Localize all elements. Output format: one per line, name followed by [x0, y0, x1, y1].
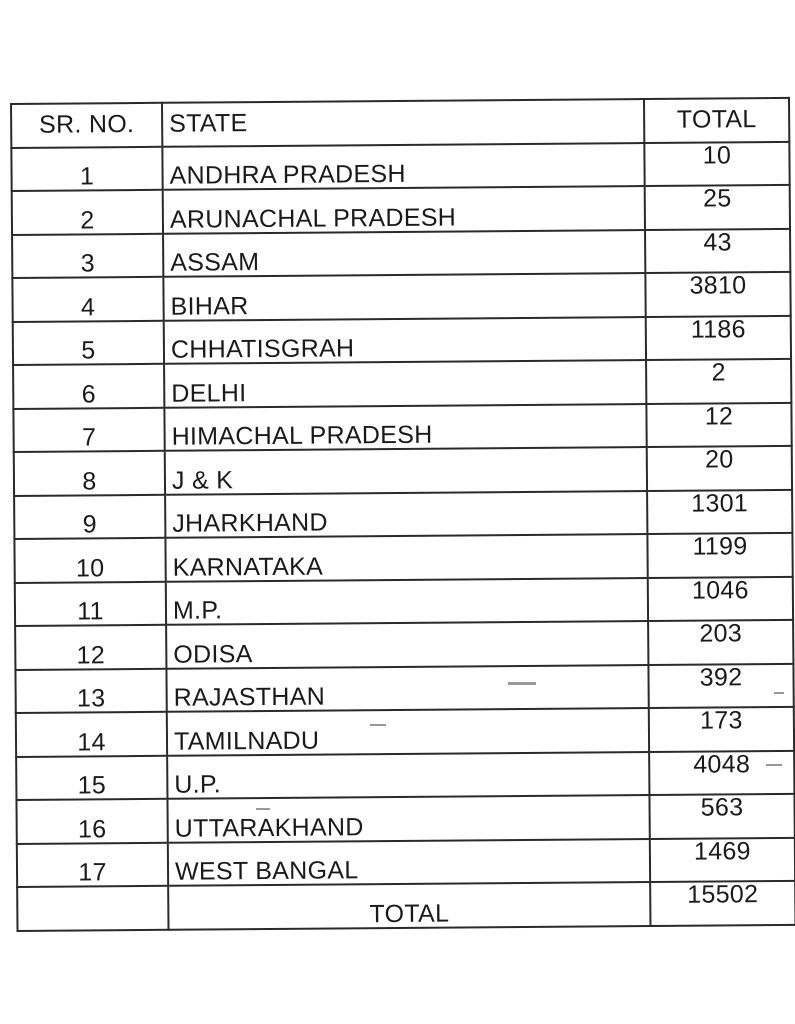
- document-sheet: [10, 97, 794, 932]
- table-row: [12, 185, 790, 235]
- table-row: [13, 402, 791, 452]
- table-row: [14, 446, 792, 496]
- header-row: [11, 98, 789, 148]
- sr-no-cell: 6: [13, 364, 164, 409]
- sr-no-cell: 7: [13, 407, 164, 452]
- sr-no-cell: 17: [17, 842, 168, 887]
- table-row: [11, 141, 789, 191]
- state-cell: DELHI: [164, 360, 646, 407]
- table-body: [11, 141, 795, 887]
- sr-no-cell: 8: [14, 451, 165, 496]
- state-totals-table: [10, 97, 795, 932]
- sr-no-cell: 16: [16, 799, 167, 844]
- header-total: TOTAL: [644, 98, 789, 143]
- state-cell: JHARKHAND: [165, 491, 647, 538]
- sr-no-cell: 4: [12, 277, 163, 322]
- scan-mark: [508, 682, 536, 685]
- table-row: [15, 576, 793, 626]
- table-row: [13, 359, 791, 409]
- table-row: [12, 228, 790, 278]
- sr-no-cell: 5: [13, 320, 164, 365]
- state-cell: HIMACHAL PRADESH: [164, 404, 646, 451]
- total-cell: 1469: [650, 837, 795, 882]
- total-cell: 4048: [649, 750, 794, 795]
- table-row: [15, 620, 793, 670]
- footer-total-value: 15502: [650, 881, 795, 926]
- state-cell: ARUNACHAL PRADESH: [163, 186, 645, 233]
- scan-mark: [256, 808, 270, 810]
- sr-no-cell: 1: [11, 146, 162, 191]
- total-cell: 1301: [647, 489, 792, 534]
- state-cell: RAJASTHAN: [166, 665, 648, 712]
- scan-mark: [774, 692, 784, 694]
- header-state: STATE: [162, 99, 644, 146]
- total-cell: 203: [648, 620, 793, 665]
- total-cell: 3810: [645, 272, 790, 317]
- table-row: [16, 707, 794, 757]
- state-cell: KARNATAKA: [165, 534, 647, 581]
- total-cell: 2: [646, 359, 791, 404]
- total-cell: 10: [644, 141, 789, 186]
- sr-no-cell: 3: [12, 233, 163, 278]
- state-cell: J & K: [165, 447, 647, 494]
- state-cell: UTTARAKHAND: [167, 795, 649, 842]
- table-row: [13, 315, 791, 365]
- total-cell: 392: [648, 663, 793, 708]
- total-cell: 1186: [646, 315, 791, 360]
- table-row: [17, 837, 795, 887]
- table-row: [16, 750, 794, 800]
- total-cell: 173: [649, 707, 794, 752]
- total-cell: 1046: [648, 576, 793, 621]
- state-cell: ASSAM: [163, 230, 645, 277]
- total-cell: 20: [647, 446, 792, 491]
- scan-mark: [766, 764, 782, 766]
- sr-no-cell: 9: [14, 494, 165, 539]
- state-cell: M.P.: [166, 578, 648, 625]
- state-cell: WEST BANGAL: [168, 838, 650, 885]
- sr-no-cell: 15: [16, 755, 167, 800]
- total-cell: 25: [645, 185, 790, 230]
- footer-row: [17, 881, 795, 931]
- footer-total-label: TOTAL: [168, 882, 650, 929]
- total-cell: 563: [649, 794, 794, 839]
- sr-no-cell: 14: [16, 712, 167, 757]
- table-row: [14, 533, 792, 583]
- total-cell: 1199: [647, 533, 792, 578]
- sr-no-cell: 13: [15, 668, 166, 713]
- sr-no-cell: 12: [15, 625, 166, 670]
- footer-empty-cell: [17, 886, 168, 931]
- table-row: [14, 489, 792, 539]
- table-row: [16, 794, 794, 844]
- total-cell: 43: [645, 228, 790, 273]
- table-row: [12, 272, 790, 322]
- scan-mark: [370, 724, 386, 726]
- total-cell: 12: [646, 402, 791, 447]
- state-cell: CHHATISGRAH: [164, 317, 646, 364]
- state-cell: ODISA: [166, 621, 648, 668]
- state-cell: TAMILNADU: [167, 708, 649, 755]
- header-sr-no: SR. NO.: [11, 103, 162, 148]
- state-cell: U.P.: [167, 752, 649, 799]
- sr-no-cell: 10: [14, 538, 165, 583]
- state-cell: BIHAR: [163, 273, 645, 320]
- sr-no-cell: 2: [12, 190, 163, 235]
- table-row: [15, 663, 793, 713]
- state-cell: ANDHRA PRADESH: [162, 143, 644, 190]
- sr-no-cell: 11: [15, 581, 166, 626]
